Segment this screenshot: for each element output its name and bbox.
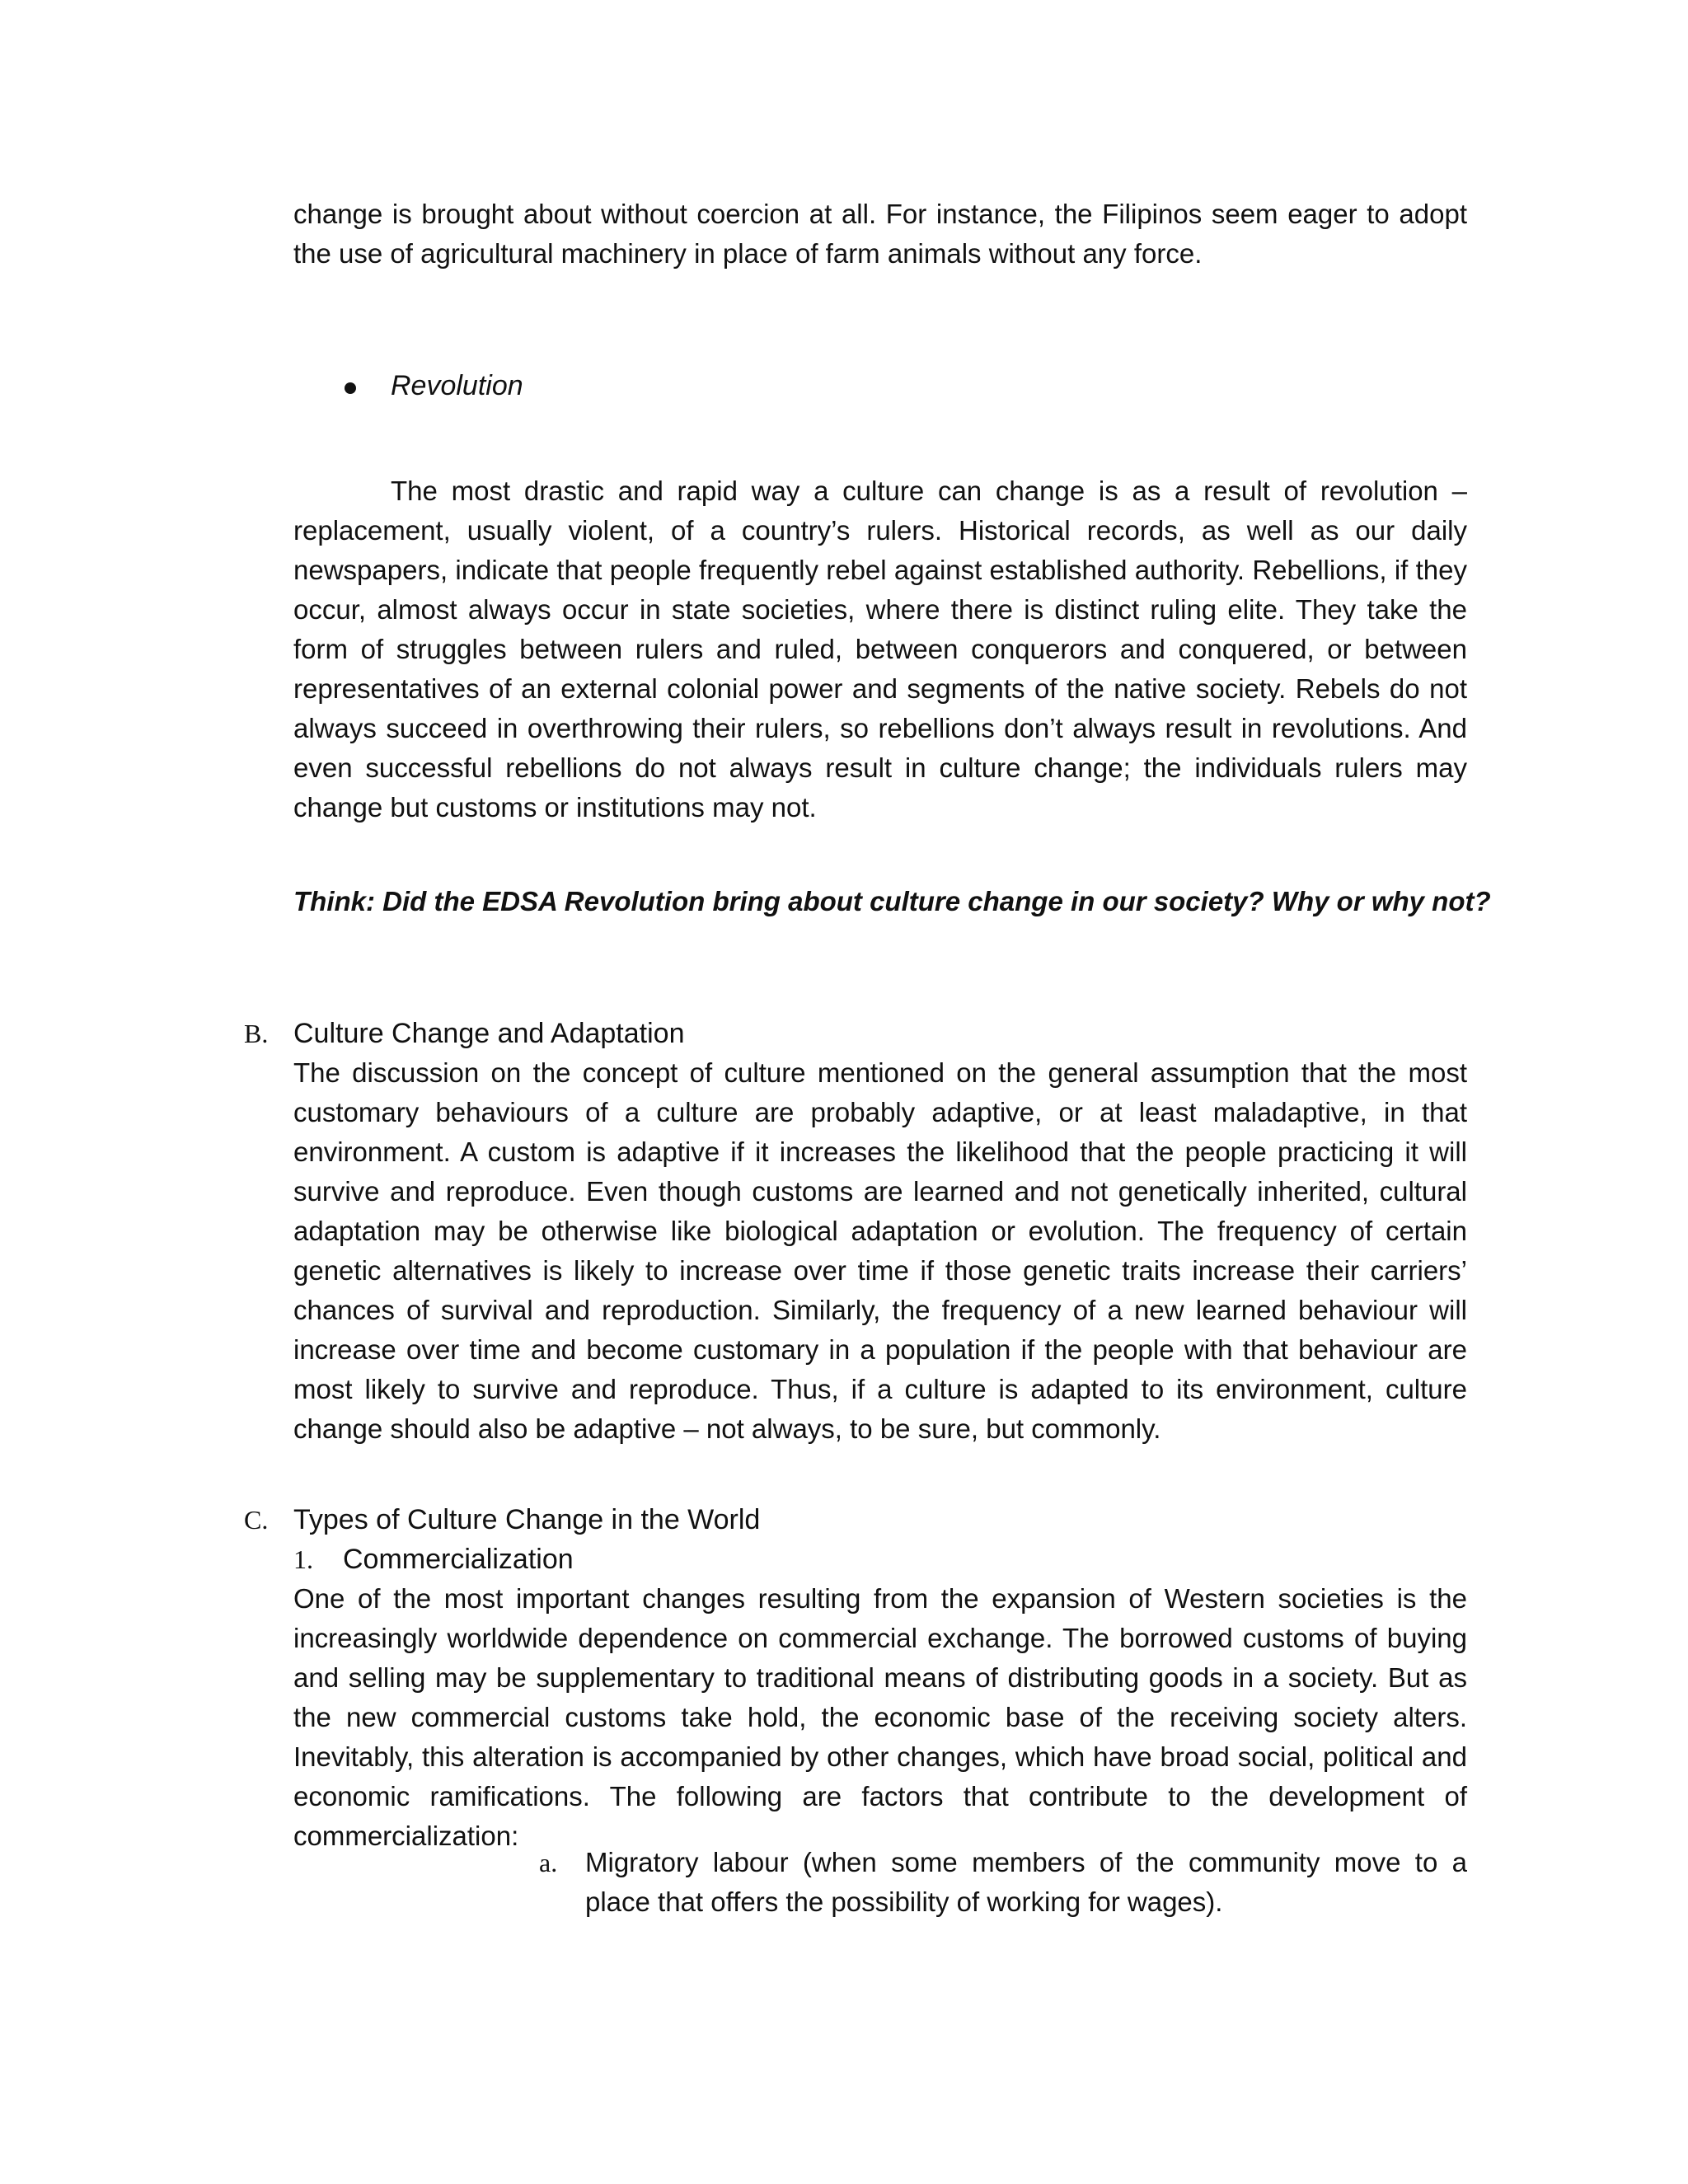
bullet-icon (345, 382, 356, 394)
intro-paragraph: change is brought about without coercion at all. For instance, the Filipinos seem eager to adopt the use of agricultural machinery in place of farm animals without any force. (293, 199, 1467, 269)
bullet-label: Revolution (391, 370, 523, 401)
commercialization-body: One of the most important changes resulting from the expansion of Western societies is the increasingly worldwide dependence on commercial exchange. The borrowed customs of buying and selling may be supplementary to traditional means of distributing goods in a society. But as the new commercial customs take hold, the economic base of the receiving society alters. Inevitably, this alteration is accompanied by other changes, which have broad social, political and economic ramifications. The following are factors that contribute to the development of commercialization: (293, 1583, 1467, 1851)
revolution-paragraph: The most drastic and rapid way a culture can change is as a result of revolution – replacement, usually violent, of a country’s rulers. Historical records, as well as our daily newspapers, indicate that people frequently rebel against established authority. Rebellions, if they occur, almost always occur in state societies, where there is distinct ruling elite. They take the form of struggles between rulers and ruled, between conquerors and conquered, or between representatives of an external colonial power and segments of the native society. Rebels do not always succeed in overthrowing their rulers, so rebellions don’t always result in revolutions. And even successful rebellions do not always result in culture change; the individuals rulers may change but customs or institutions may not. (293, 476, 1467, 823)
subsection-number: 1. (293, 1544, 313, 1574)
section-c-heading: Types of Culture Change in the World (293, 1504, 761, 1535)
section-c-letter: C. (244, 1505, 269, 1535)
factor-text: Migratory labour (when some members of the community move to a place that offers the possibility of working for wages). (585, 1847, 1467, 1917)
think-prompt: Think: Did the EDSA Revolution bring about culture change in our society? Why or why not? (293, 886, 1491, 916)
section-b-heading: Culture Change and Adaptation (293, 1018, 685, 1049)
subsection-heading: Commercialization (343, 1544, 574, 1575)
section-b-letter: B. (244, 1019, 269, 1048)
section-b-body: The discussion on the concept of culture mentioned on the general assumption that the most customary behaviours of a culture are probably adaptive, or at least maladaptive, in that environment. A custom is adaptive if it increases the likelihood that the people practicing it will survive and reproduce. Even though customs are learned and not genetically inherited, cultural adaptation may be otherwise like biological adaptation or evolution. The frequency of certain genetic alternatives is likely to increase over time if those genetic traits increase their carriers’ chances of survival and reproduction. Similarly, the frequency of a new learned behaviour will increase over time and become customary in a population if the people with that behaviour are most likely to survive and reproduce. Thus, if a culture is adapted to its environment, culture change should also be adaptive – not always, to be sure, but commonly. (293, 1057, 1467, 1444)
factor-letter: a. (539, 1848, 558, 1877)
